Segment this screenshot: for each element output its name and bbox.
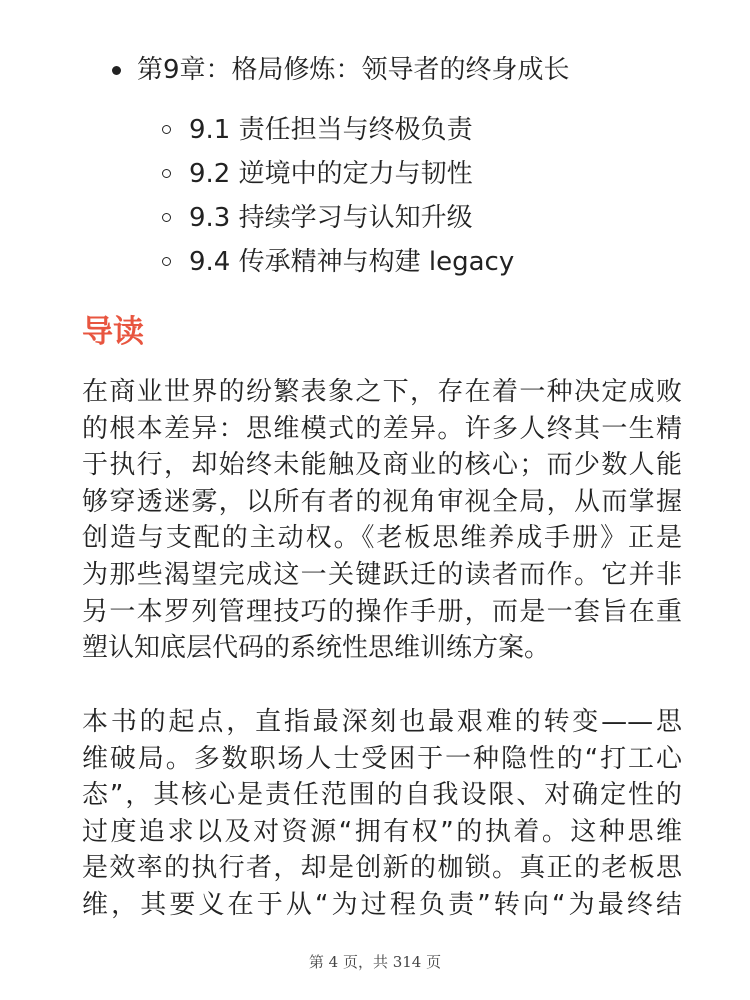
paragraph-line: 本书的起点，直指最深刻也最艰难的转变——思 — [82, 707, 682, 737]
toc-section-list — [112, 108, 732, 284]
toc-section-item — [112, 108, 732, 152]
paragraph-line: 够穿透迷雾，以所有者的视角审视全局，从而掌握 — [82, 486, 682, 517]
paragraph-line: 的根本差异：思维模式的差异。许多人终其一生精 — [82, 413, 682, 444]
paragraph-line: 是效率的执行者，却是创新的枷锁。真正的老板思 — [82, 853, 682, 884]
bullet-circle-icon — [162, 125, 171, 134]
paragraph-line: 过度追求以及对资源“拥有权”的执着。这种思维 — [82, 816, 682, 847]
toc-section-item — [112, 152, 732, 196]
toc-section-item — [112, 240, 732, 284]
table-of-contents — [112, 50, 732, 284]
body-paragraph — [82, 704, 682, 924]
paragraph-line: 于执行，却始终未能触及商业的核心；而少数人能 — [82, 450, 682, 481]
section-heading: 导读 — [82, 314, 144, 350]
paragraph-line: 态”，其核心是责任范围的自我设限、对确定性的 — [82, 780, 682, 811]
toc-chapter-title: 第9章：格局修炼：领导者的终身成长 — [137, 55, 570, 85]
bullet-circle-icon — [162, 169, 171, 178]
page-number-footer: 第 4 页，共 314 页 — [308, 953, 442, 971]
toc-section-title: 9.3 持续学习与认知升级 — [189, 203, 473, 233]
paragraph-line: 创造与支配的主动权。《老板思维养成手册》正是 — [82, 523, 682, 554]
body-paragraph — [82, 374, 682, 667]
toc-section-item — [112, 196, 732, 240]
paragraph-line: 为那些渴望完成这一关键跃迁的读者而作。它并非 — [82, 559, 682, 590]
toc-section-title: 9.2 逆境中的定力与韧性 — [189, 159, 473, 189]
toc-chapter-item — [112, 50, 732, 94]
bullet-circle-icon — [162, 257, 171, 266]
bullet-disc-icon — [112, 66, 121, 75]
paragraph-line: 塑认知底层代码的系统性思维训练方案。 — [82, 633, 551, 664]
paragraph-line: 维，其要义在于从“为过程负责”转向“为最终结 — [82, 889, 682, 920]
bullet-circle-icon — [162, 213, 171, 222]
toc-section-title: 9.4 传承精神与构建 legacy — [189, 247, 515, 277]
paragraph-line: 另一本罗列管理技巧的操作手册，而是一套旨在重 — [82, 596, 682, 627]
paragraph-line: 维破局。多数职场人士受困于一种隐性的“打工心 — [82, 743, 682, 774]
toc-section-title: 9.1 责任担当与终极负责 — [189, 115, 473, 145]
paragraph-line: 在商业世界的纷繁表象之下，存在着一种决定成败 — [82, 377, 682, 407]
